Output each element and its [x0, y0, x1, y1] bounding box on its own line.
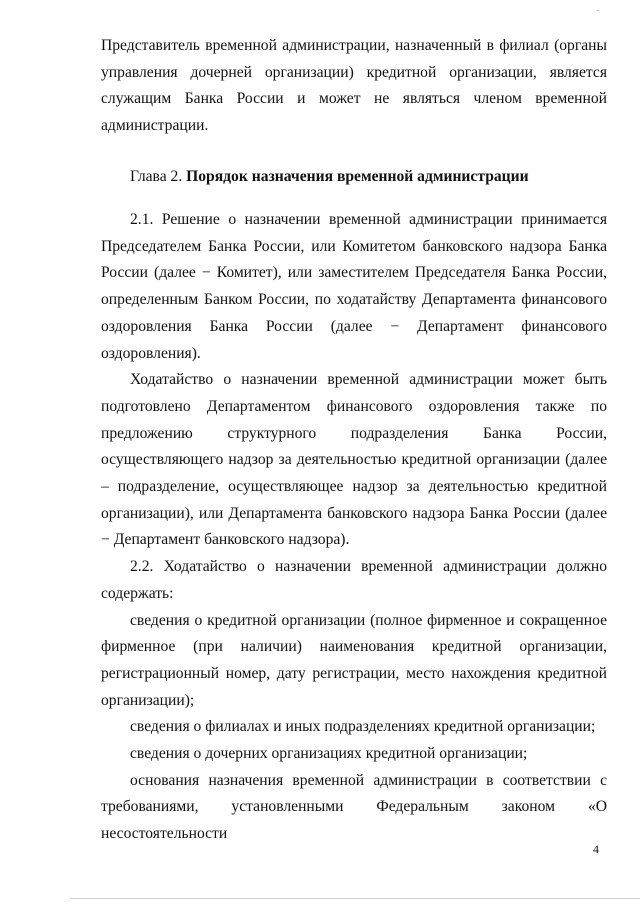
scan-artifact	[596, 10, 599, 11]
list-item-branches-info: сведения о филиалах и иных подразделениях кредитной организации;	[130, 718, 596, 736]
chapter-prefix: Глава 2.	[130, 168, 187, 185]
paragraph-2-2: 2.2. Ходатайство о назначении временной администрации должно содержать:	[101, 558, 607, 602]
paragraph-petition-preparation: Ходатайство о назначении временной администрации может быть подготовлено Департаментом финансового оздоровления также по предложению структурного подразделения Банка России, осуществляющего надзор за деятельностью кредитной организации (далее – подразделение, осуществляющее надзор за деятельностью кредитной организации), или Департамента банковского надзора Банка России (далее − Департамент банковского надзора).	[101, 371, 607, 549]
chapter-heading-block	[101, 164, 607, 191]
list-item-subsidiaries-info: сведения о дочерних организациях кредитной организации;	[130, 745, 528, 763]
scan-edge-line	[70, 898, 640, 899]
list-item-grounds: основания назначения временной администрации в соответствии с требованиями, установленными Федеральным законом «О несостоятельности	[101, 771, 607, 843]
chapter-title: Порядок назначения временной администрации	[186, 168, 529, 185]
body-text-block	[101, 207, 607, 848]
paragraph-2-1: 2.1. Решение о назначении временной администрации принимается Председателем Банка России, или Комитетом банковского надзора Банка России (далее − Комитет), или заместителем Председателя Банка России, определенным Банком России, по ходатайству Департамента финансового оздоровления Банка России (далее − Департамент финансового оздоровления).	[101, 211, 607, 362]
chapter-heading	[101, 164, 607, 191]
top-text-block	[101, 33, 607, 140]
top-paragraph: Представитель временной администрации, назначенный в филиал (органы управления дочерней организации) кредитной организации, является служащим Банка России и может не являться членом временной администрации.	[101, 37, 607, 135]
list-item-credit-org-info: сведения о кредитной организации (полное фирменное и сокращенное фирменное (при наличии) наименования кредитной организации, регистрационный номер, дату регистрации, место нахождения кредитной организации);	[101, 611, 607, 709]
page-number: 4	[593, 842, 599, 856]
